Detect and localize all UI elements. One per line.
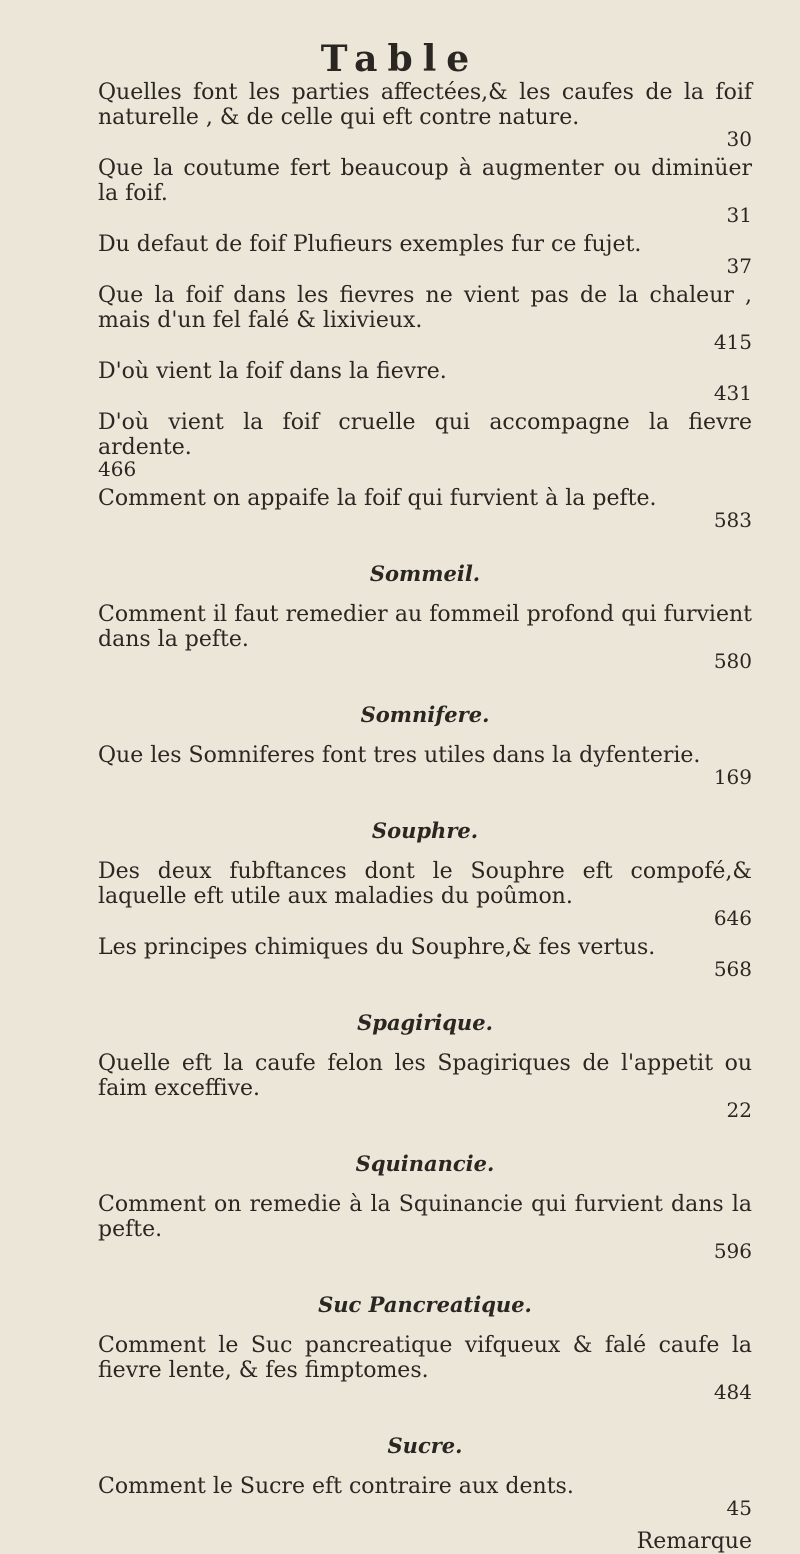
- entry-text: D'où vient la foif cruelle qui accompagne la fievre ardente.: [98, 410, 752, 460]
- section-heading: Somnifere.: [360, 702, 490, 727]
- index-entry: [98, 410, 752, 480]
- page-number: 30: [726, 127, 752, 151]
- entry-text: Comment le Sucre eft contraire aux dents.: [98, 1474, 574, 1499]
- index-entries: [98, 80, 752, 1554]
- entry-text: Comment le Suc pancreatique vifqueux & falé caufe la fievre lente, & fes fimptomes.: [98, 1333, 752, 1383]
- entry-text: Des deux fubftances dont le Souphre eft compofé,& laquelle eft utile aux maladies du poûmon.: [98, 859, 752, 909]
- page-number: 37: [726, 254, 752, 278]
- page-number: 45: [726, 1496, 752, 1520]
- section-heading: Squinancie.: [355, 1151, 495, 1176]
- page-number: 484: [713, 1380, 752, 1404]
- entry-text: Du defaut de foif Plufieurs exemples fur ce fujet.: [98, 232, 642, 257]
- entry-text: Quelle eft la caufe felon les Spagiriques de l'appetit ou faim exceffive.: [98, 1051, 752, 1101]
- index-entry: [98, 156, 752, 226]
- entry-text: Que la coutume fert beaucoup à augmenter ou diminüer la foif.: [98, 156, 752, 206]
- section-heading: Souphre.: [371, 818, 479, 843]
- entry-text: Que les Somniferes font tres utiles dans la dyfenterie.: [98, 743, 701, 768]
- page-number: 31: [726, 203, 752, 227]
- entry-text: D'où vient la foif dans la fievre.: [98, 359, 447, 384]
- page-number: 415: [713, 330, 752, 354]
- section-heading: Spagirique.: [357, 1010, 493, 1035]
- page-number: 646: [713, 906, 752, 930]
- index-entry: [98, 232, 752, 277]
- entry-text: Comment il faut remedier au fommeil profond qui furvient dans la pefte.: [98, 602, 752, 652]
- page-number: 169: [713, 765, 752, 789]
- page-number: 431: [713, 381, 752, 405]
- entry-text: Les principes chimiques du Souphre,& fes vertus.: [98, 935, 656, 960]
- index-entry: [98, 283, 752, 353]
- entry-text: Que la foif dans les fievres ne vient pas de la chaleur , mais d'un fel falé & lixivieux.: [98, 283, 752, 333]
- index-entry: [98, 1192, 752, 1262]
- page-number: 580: [713, 649, 752, 673]
- page-number: 568: [713, 957, 752, 981]
- entry-text: Comment on appaife la foif qui furvient à la pefte.: [98, 486, 657, 511]
- index-entry: [98, 359, 752, 404]
- page-number: 466: [98, 457, 137, 481]
- page-number: 596: [713, 1239, 752, 1263]
- index-entry: [98, 80, 752, 150]
- index-entry: [98, 1333, 752, 1403]
- index-entry: [98, 602, 752, 672]
- entry-text: Comment on remedie à la Squinancie qui furvient dans la pefte.: [98, 1192, 752, 1242]
- index-entry: [98, 1051, 752, 1121]
- section-heading: Suc Pancreatique.: [318, 1292, 532, 1317]
- index-entry: [98, 1474, 752, 1519]
- index-entry: [98, 935, 752, 980]
- index-entry: [98, 486, 752, 531]
- section-heading: Sommeil.: [369, 561, 481, 586]
- page-number: 583: [713, 508, 752, 532]
- index-entry: [98, 743, 752, 788]
- page-number: 22: [726, 1098, 752, 1122]
- index-entry: [98, 859, 752, 929]
- running-header: Table: [320, 38, 480, 80]
- section-heading: Sucre.: [387, 1433, 463, 1458]
- entry-text: Quelles font les parties affectées,& les caufes de la foif naturelle , & de celle qui eft contre nature.: [98, 80, 752, 130]
- catchword: Remarque: [636, 1529, 752, 1554]
